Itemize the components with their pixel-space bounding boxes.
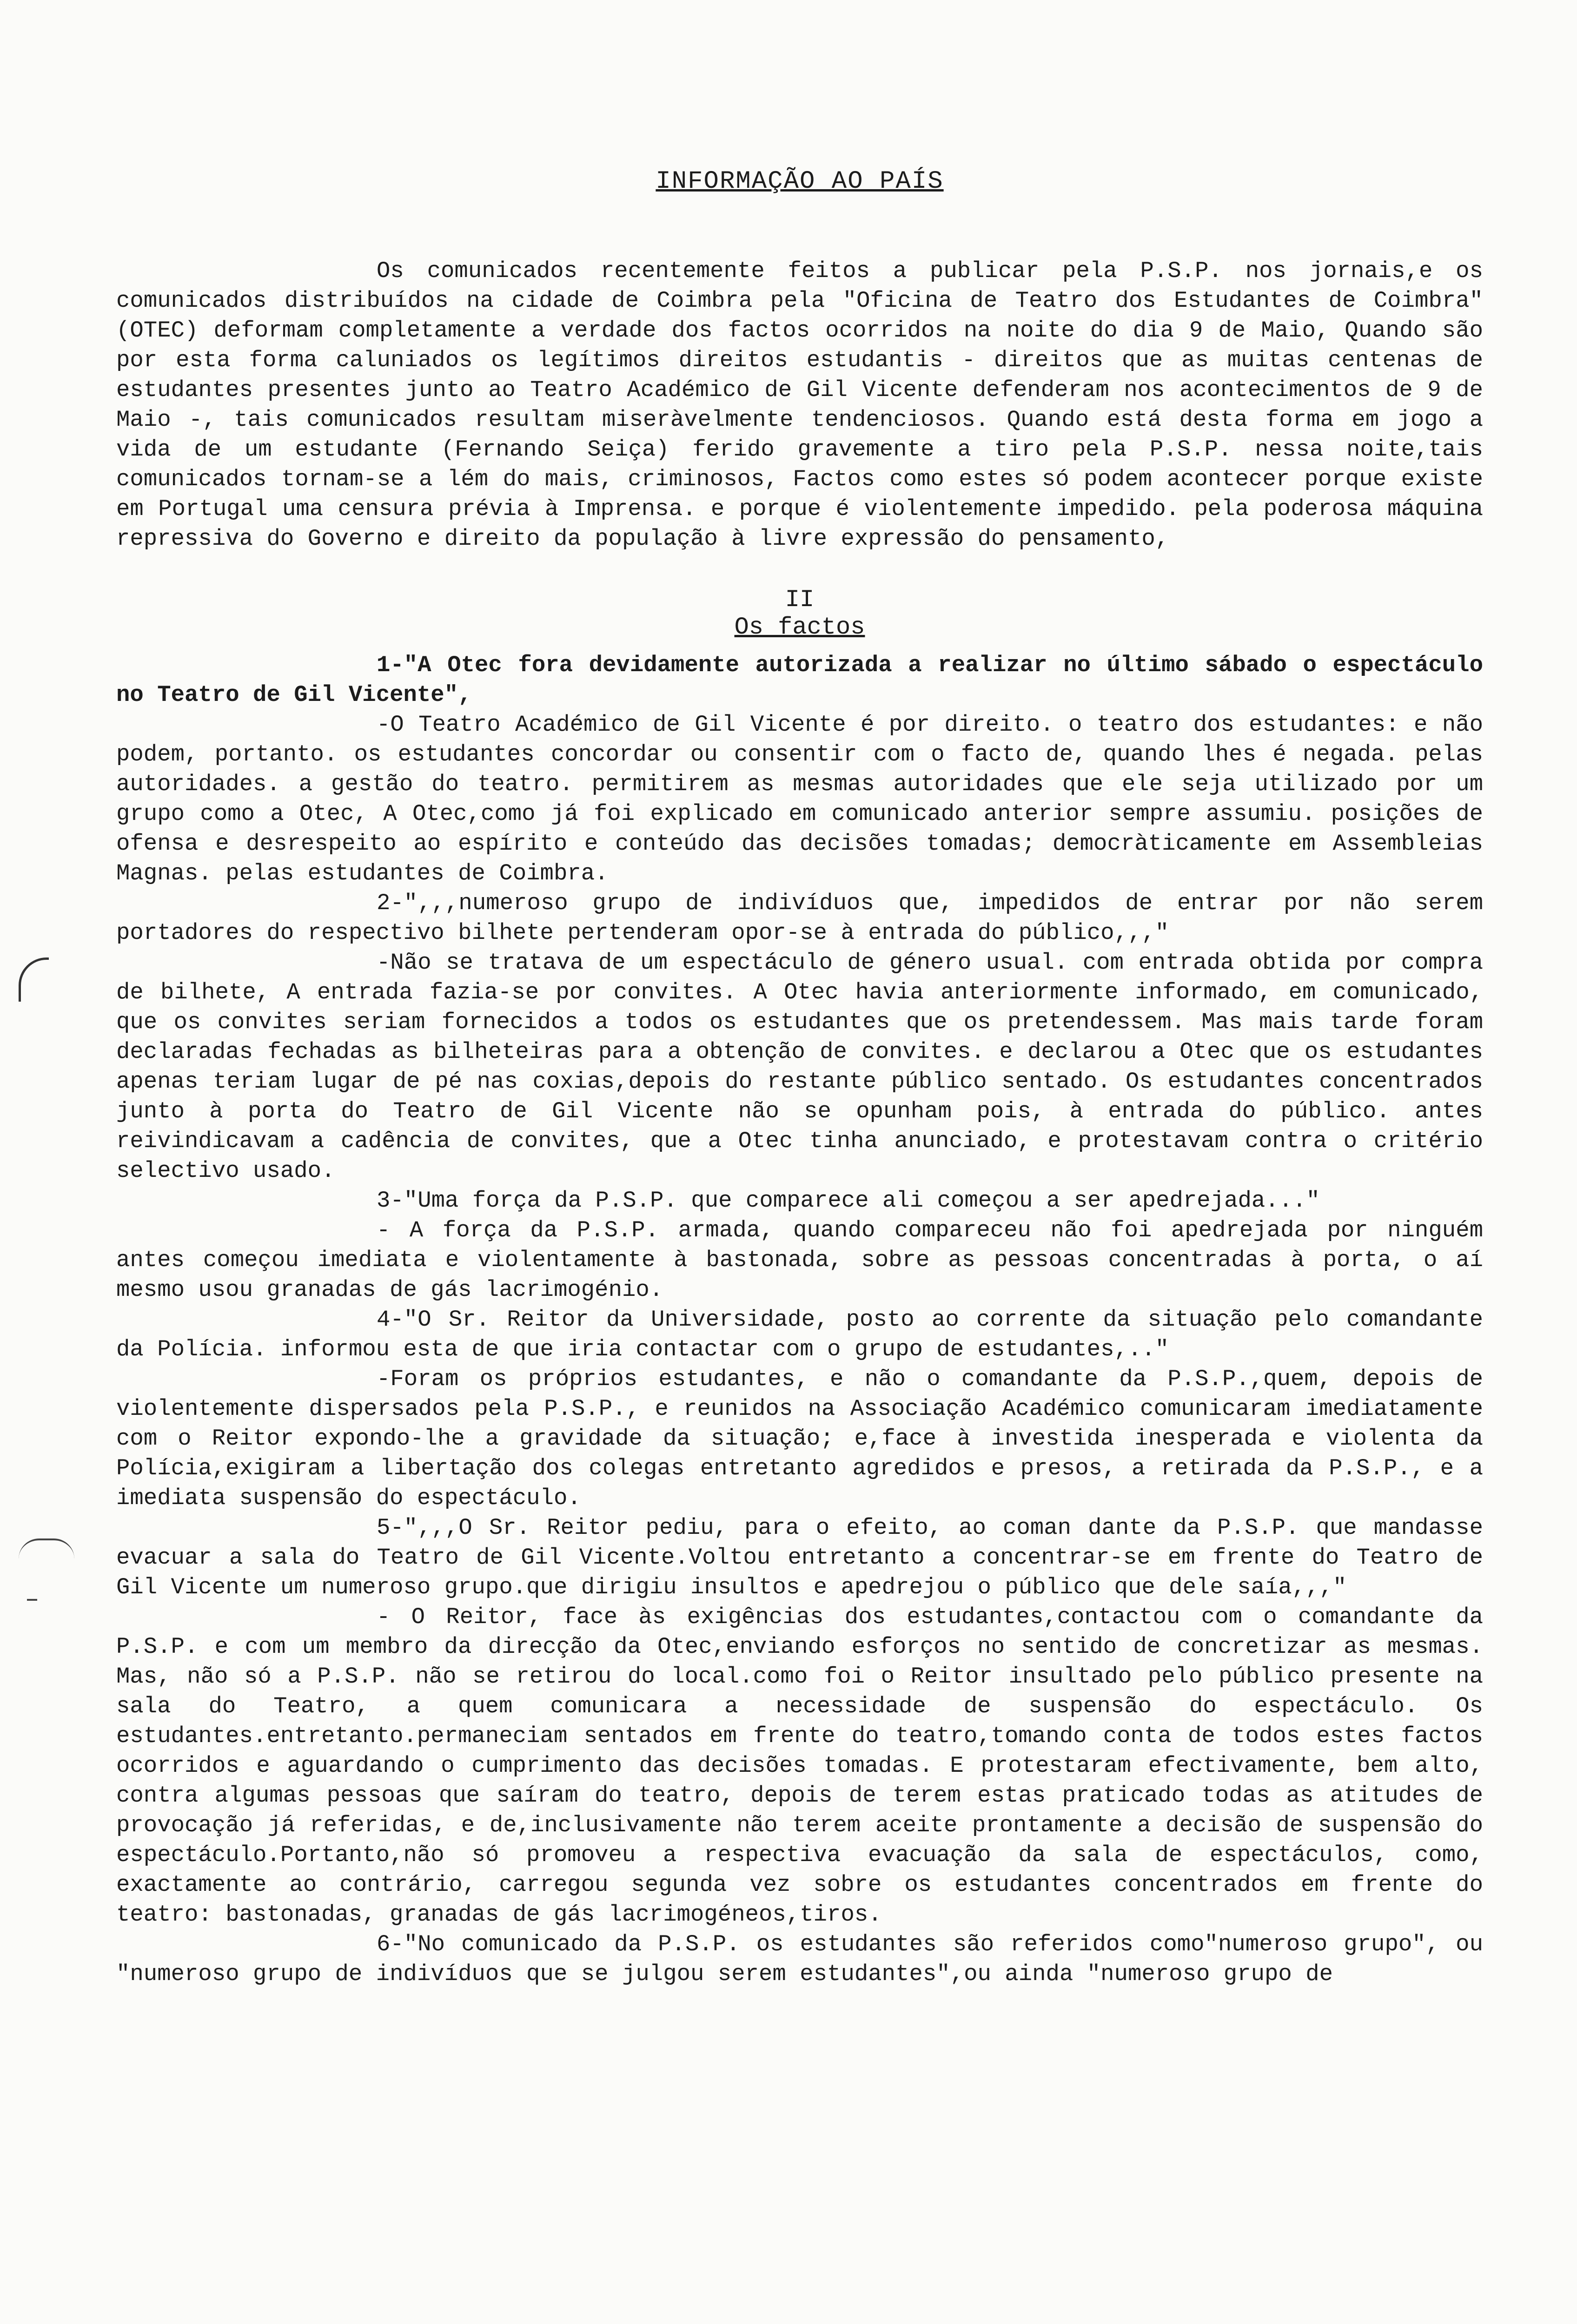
section-title: Os factos [734, 614, 865, 641]
claim-4: 4-"O Sr. Reitor da Universidade, posto ao corrente da situação pelo comandante da Polícia. informou esta de que iria contactar com o grupo de estudantes,.." [116, 1307, 1483, 1362]
margin-dash-mark [27, 1599, 37, 1601]
claim-5: 5-",,,O Sr. Reitor pediu, para o efeito, ao coman dante da P.S.P. que mandasse evacuar a sala do Teatro de Gil Vicente.Voltou entretanto a concentrar-se em frente do Teatro de Gil Vicente um numeroso grupo.que dirigiu insultos e apedrejou o público que dele saía,,," [116, 1515, 1483, 1600]
claim-6: 6-"No comunicado da P.S.P. os estudantes são referidos como"numeroso grupo", ou "numeroso grupo de indivíduos que se julgou serem estudantes",ou ainda "numeroso grupo de [116, 1931, 1483, 1987]
section-number: II [785, 586, 815, 614]
claim-1: 1-"A Otec fora devidamente autorizada a realizar no último sábado o espectáculo no Teatro de Gil Vicente", [116, 652, 1483, 708]
response-1: -O Teatro Académico de Gil Vicente é por direito. o teatro dos estudantes: e não podem, portanto. os estudantes concordar ou consentir com o facto de, quando lhes é negada. pelas autoridades. a gestão do teatro. permitirem as mesmas autoridades que ele seja utilizado por um grupo como a Otec, A Otec,como já foi explicado em comunicado anterior sempre assumiu. posições de ofensa e desrespeito ao espírito e conteúdo das decisões tomadas; democràticamente em Assembleias Magnas. pelas estudantes de Coimbra. [116, 712, 1483, 886]
document-page [116, 167, 1483, 1989]
response-3: - A força da P.S.P. armada, quando compareceu não foi apedrejada por ninguém antes começou imediata e violentamente à bastonada, sobre as pessoas concentradas à porta, o aí mesmo usou granadas de gás lacrimogénio. [116, 1217, 1483, 1303]
margin-curve-mark [19, 1538, 74, 1559]
claim-2: 2-",,,numeroso grupo de indivíduos que, impedidos de entrar por não serem portadores do respectivo bilhete pertenderam opor-se à entrada do público,,," [116, 890, 1483, 946]
response-2: -Não se tratava de um espectáculo de género usual. com entrada obtida por compra de bilhete, A entrada fazia-se por convites. A Otec havia anteriormente informado, em comunicado, que os convites seriam fornecidos a todos os estudantes que os pretendessem. Mas mais tarde foram declaradas fechadas as bilheteiras para a obtenção de convites. e declarou a Otec que os estudantes apenas teriam lugar de pé nas coxias,depois do restante público sentado. Os estudantes concentrados junto à porta do Teatro de Gil Vicente não se opunham pois, à entrada do público. antes reivindicavam a cadência de convites, que a Otec tinha anunciado, e protestavam contra o critério selectivo usado. [116, 950, 1483, 1184]
margin-bracket-mark [19, 957, 49, 1002]
claim-3: 3-"Uma força da P.S.P. que comparece ali começou a ser apedrejada..." [377, 1188, 1320, 1214]
response-5: - O Reitor, face às exigências dos estudantes,contactou com o comandante da P.S.P. e com um membro da direcção da Otec,enviando esforços no sentido de concretizar as mesmas. Mas, não só a P.S.P. não se retirou do local.como foi o Reitor insultado pelo público presente na sala do Teatro, a quem comunicara a necessidade de suspensão do espectáculo. Os estudantes.entretanto.permaneciam sentados em frente do teatro,tomando conta de todos estes factos ocorridos e aguardando o cumprimento das decisões tomadas. E protestaram efectivamente, bem alto, contra algumas pessoas que saíram do teatro, depois de terem estas praticado todas as atitudes de provocação já referidas, e de,inclusivamente não terem aceite prontamente a decisão de suspensão do espectáculo.Portanto,não só promoveu a respectiva evacuação da sala de espectáculos, como, exactamente ao contrário, carregou segunda vez sobre os estudantes concentrados em frente do teatro: bastonadas, granadas de gás lacrimogéneos,tiros. [116, 1604, 1483, 1928]
document-title: INFORMAÇÃO AO PAÍS [656, 167, 944, 196]
intro-paragraph: Os comunicados recentemente feitos a publicar pela P.S.P. nos jornais,e os comunicados distribuídos na cidade de Coimbra pela "Oficina de Teatro dos Estudantes de Coimbra" (OTEC) deformam completamente a verdade dos factos ocorridos na noite do dia 9 de Maio, Quando são por esta forma caluniados os legítimos direitos estudantis - direitos que as muitas centenas de estudantes presentes junto ao Teatro Académico de Gil Vicente defenderam nos acontecimentos de 9 de Maio -, tais comunicados resultam miseràvelmente tendenciosos. Quando está desta forma em jogo a vida de um estudante (Fernando Seiça) ferido gravemente a tiro pela P.S.P. nessa noite,tais comunicados tornam-se a lém do mais, criminosos, Factos como estes só podem acontecer porque existe em Portugal uma censura prévia à Imprensa. e porque é violentemente impedido. pela poderosa máquina repressiva do Governo e direito da população à livre expressão do pensamento, [116, 258, 1483, 552]
response-4: -Foram os próprios estudantes, e não o comandante da P.S.P.,quem, depois de violentemente dispersados pela P.S.P., e reunidos na Associação Académico comunicaram imediatamente com o Reitor expondo-lhe a gravidade da situação; e,face à investida inesperada e violenta da Polícia,exigiram a libertação dos colegas entretanto agredidos e presos, a retirada da P.S.P., e a imediata suspensão do espectáculo. [116, 1366, 1483, 1511]
